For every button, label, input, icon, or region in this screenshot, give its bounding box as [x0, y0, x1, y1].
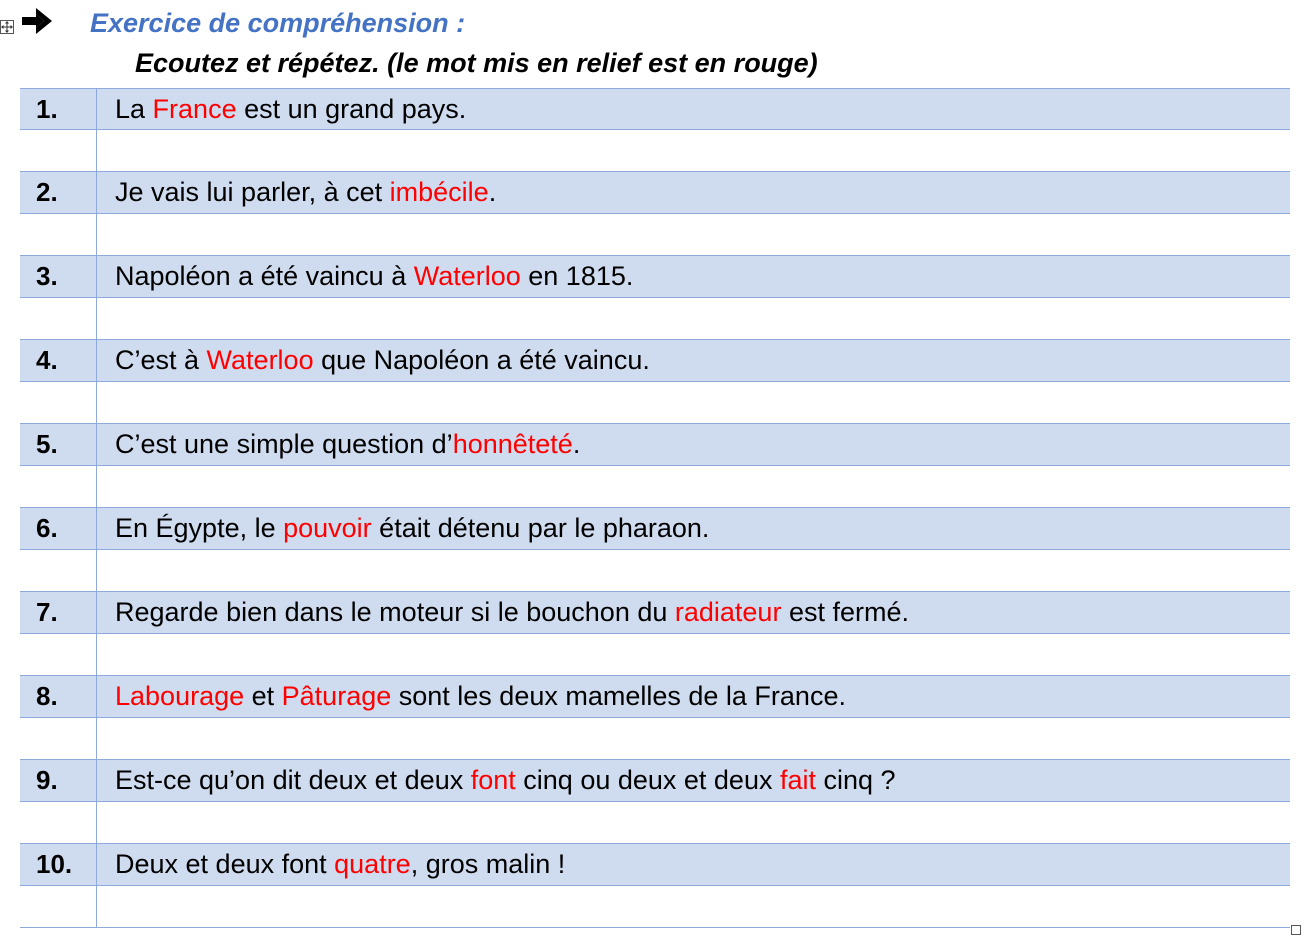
sentence-segment: Est-ce qu’on dit deux et deux: [115, 765, 471, 795]
sentence-segment: .: [488, 177, 497, 207]
sentence-segment: Je vais lui parler, à cet: [115, 177, 390, 207]
exercise-table: [20, 88, 1290, 928]
highlighted-word: fait: [779, 765, 816, 795]
blank-answer-row: [20, 130, 1290, 172]
highlighted-word: radiateur: [674, 597, 782, 627]
table-move-handle[interactable]: [0, 20, 14, 34]
highlighted-word: France: [152, 94, 237, 124]
table-row: [20, 676, 1290, 718]
four-way-move-icon: [1, 21, 13, 33]
resize-square-icon[interactable]: [1291, 925, 1301, 935]
blank-number-cell: [20, 718, 97, 759]
sentence-segment: C’est une simple question d’: [115, 429, 453, 459]
blank-number-cell: [20, 130, 97, 171]
blank-number-cell: [20, 886, 97, 927]
exercise-number: 9.: [20, 760, 97, 801]
highlighted-word: honnêteté: [452, 429, 573, 459]
blank-number-cell: [20, 550, 97, 591]
sentence-segment: Deux et deux font: [115, 849, 335, 879]
highlighted-word: imbécile: [389, 177, 489, 207]
blank-answer-row: [20, 802, 1290, 844]
table-row: [20, 340, 1290, 382]
sentence-segment: Regarde bien dans le moteur si le bouchon du: [115, 597, 675, 627]
exercise-number: 8.: [20, 676, 97, 717]
exercise-number: 3.: [20, 256, 97, 297]
blank-answer-row: [20, 214, 1290, 256]
table-row: [20, 760, 1290, 802]
blank-answer-row: [20, 634, 1290, 676]
sentence-segment: .: [572, 429, 581, 459]
highlighted-word: pouvoir: [283, 513, 372, 543]
exercise-sentence: [115, 844, 1290, 885]
sentence-segment: est fermé.: [781, 597, 909, 627]
blank-answer-row: [20, 298, 1290, 340]
exercise-sentence: [115, 340, 1290, 381]
table-row: [20, 256, 1290, 298]
highlighted-word: Waterloo: [413, 261, 521, 291]
highlighted-word: Labourage: [115, 681, 245, 711]
exercise-number: 1.: [20, 89, 97, 129]
exercise-sentence: [115, 256, 1290, 297]
table-row: [20, 88, 1290, 130]
sentence-segment: La: [115, 94, 153, 124]
blank-answer-row: [20, 466, 1290, 508]
sentence-segment: sont les deux mamelles de la France.: [391, 681, 846, 711]
blank-answer-row: [20, 718, 1290, 760]
highlighted-word: Waterloo: [206, 345, 314, 375]
table-row: [20, 844, 1290, 886]
blank-number-cell: [20, 466, 97, 507]
exercise-number: 7.: [20, 592, 97, 633]
sentence-segment: cinq ?: [816, 765, 896, 795]
sentence-segment: était détenu par le pharaon.: [371, 513, 710, 543]
sentence-segment: que Napoléon a été vaincu.: [313, 345, 650, 375]
sentence-segment: En Égypte, le: [115, 513, 284, 543]
blank-number-cell: [20, 634, 97, 675]
blank-answer-row: [20, 886, 1290, 928]
highlighted-word: quatre: [334, 849, 411, 879]
exercise-number: 2.: [20, 172, 97, 213]
right-arrow-icon: [20, 6, 56, 36]
blank-number-cell: [20, 298, 97, 339]
exercise-number: 4.: [20, 340, 97, 381]
exercise-sentence: [115, 592, 1290, 633]
highlighted-word: font: [470, 765, 516, 795]
blank-number-cell: [20, 802, 97, 843]
table-row: [20, 172, 1290, 214]
table-row: [20, 592, 1290, 634]
sentence-segment: , gros malin !: [410, 849, 566, 879]
blank-answer-row: [20, 382, 1290, 424]
exercise-number: 5.: [20, 424, 97, 465]
exercise-heading: Exercice de compréhension :: [90, 8, 466, 38]
blank-number-cell: [20, 214, 97, 255]
sentence-segment: en 1815.: [520, 261, 634, 291]
exercise-sentence: [115, 89, 1290, 129]
blank-answer-row: [20, 550, 1290, 592]
exercise-sentence: [115, 676, 1290, 717]
exercise-number: 6.: [20, 508, 97, 549]
sentence-segment: cinq ou deux et deux: [515, 765, 780, 795]
exercise-number: 10.: [20, 844, 97, 885]
sentence-segment: Napoléon a été vaincu à: [115, 261, 414, 291]
blank-number-cell: [20, 382, 97, 423]
sentence-segment: et: [244, 681, 282, 711]
exercise-sentence: [115, 424, 1290, 465]
table-row: [20, 508, 1290, 550]
exercise-instructions: Ecoutez et répétez. (le mot mis en relief est en rouge): [135, 48, 818, 78]
exercise-sentence: [115, 508, 1290, 549]
exercise-sentence: [115, 760, 1290, 801]
table-row: [20, 424, 1290, 466]
sentence-segment: est un grand pays.: [236, 94, 467, 124]
sentence-segment: C’est à: [115, 345, 207, 375]
highlighted-word: Pâturage: [281, 681, 392, 711]
exercise-sentence: [115, 172, 1290, 213]
